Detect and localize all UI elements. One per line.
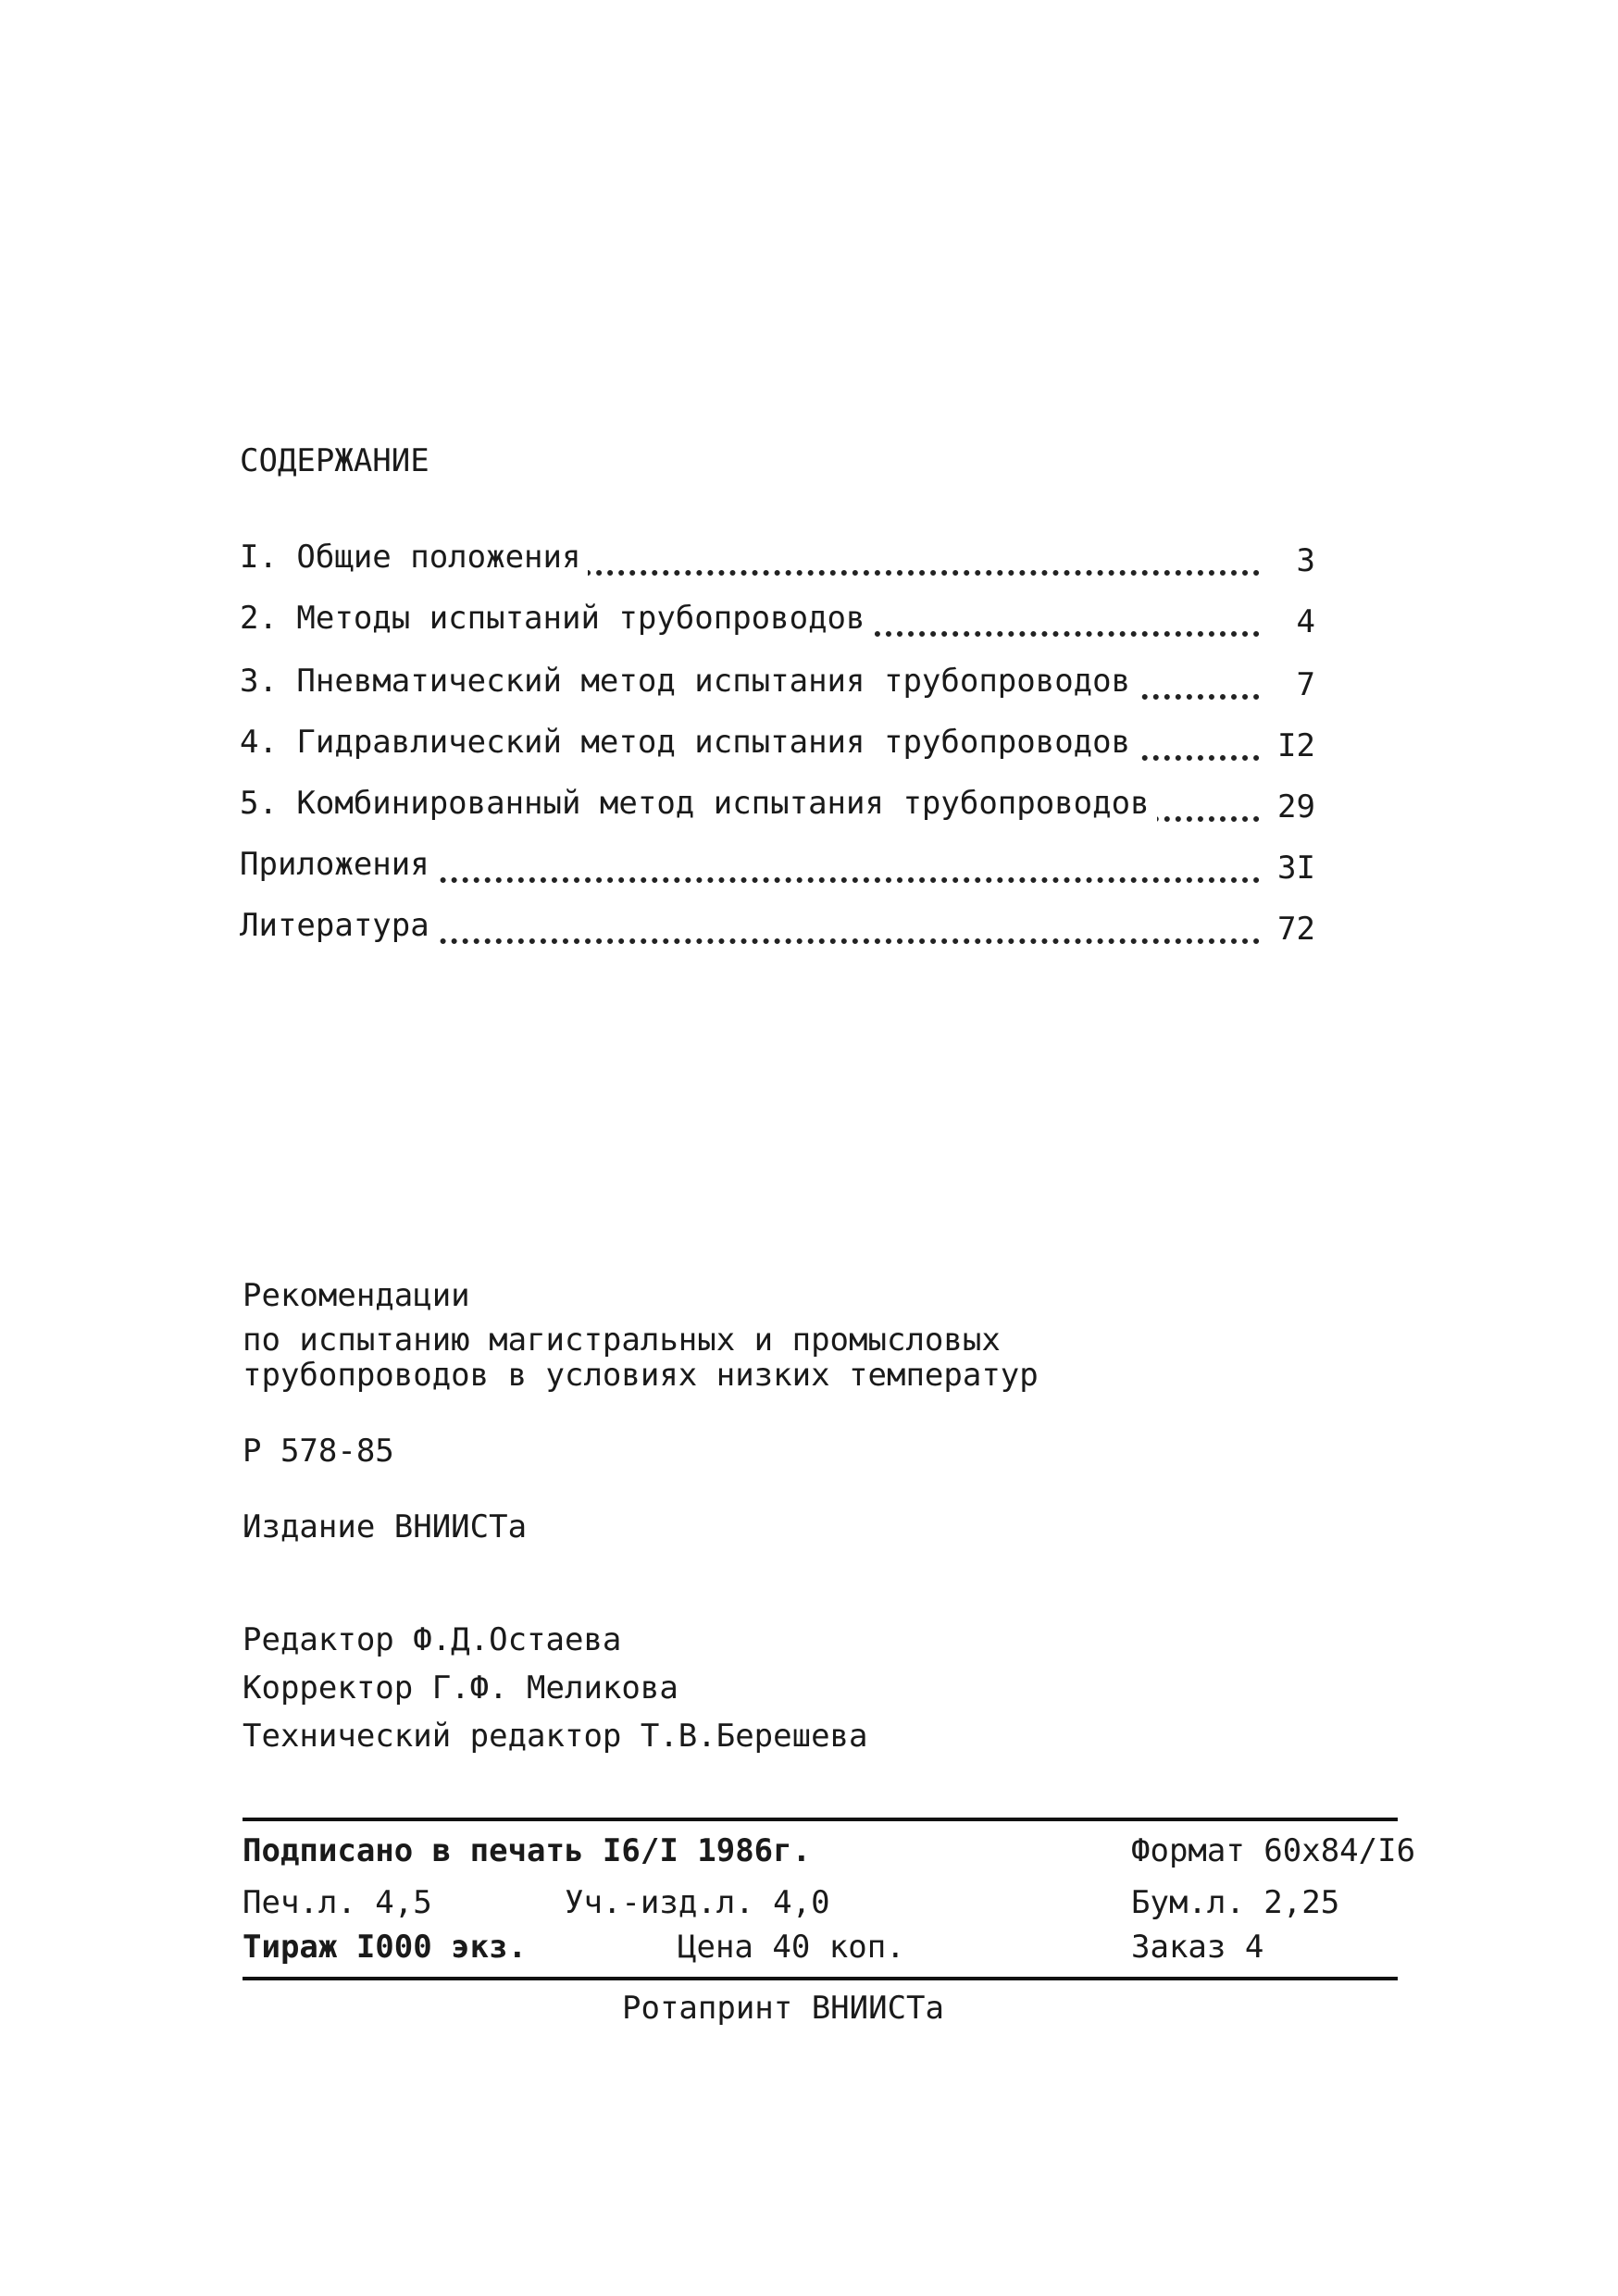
print-run: Тираж I000 экз. bbox=[243, 1929, 528, 1966]
corrector: Корректор Г.Ф. Меликова bbox=[243, 1669, 678, 1706]
toc-item-page: 29 bbox=[1277, 788, 1315, 825]
toc-item bbox=[240, 663, 1315, 707]
doc-title-line-2: трубопроводов в условиях низких температур bbox=[243, 1357, 1039, 1394]
toc-item bbox=[240, 539, 1315, 583]
toc-item-label: 3. Пневматический метод испытания трубопроводов bbox=[240, 663, 1138, 700]
divider-bottom bbox=[243, 1977, 1398, 1980]
toc-item bbox=[240, 724, 1315, 768]
doc-title-line-1: по испытанию магистральных и промысловых bbox=[243, 1322, 1001, 1359]
toc-item-page: I2 bbox=[1277, 727, 1315, 764]
toc-item-label: 4. Гидравлический метод испытания трубопроводов bbox=[240, 724, 1138, 761]
signed-to-print: Подписано в печать I6/I 1986г. bbox=[243, 1832, 812, 1869]
toc-item bbox=[240, 785, 1315, 829]
toc-item-page: 7 bbox=[1296, 666, 1315, 703]
format: Формат 60х84/I6 bbox=[1131, 1832, 1416, 1869]
price: Цена 40 коп. bbox=[678, 1929, 905, 1966]
toc-item-label: Литература bbox=[240, 907, 437, 944]
toc-item-page: 4 bbox=[1296, 603, 1315, 640]
paper-sheets: Бум.л. 2,25 bbox=[1131, 1884, 1340, 1921]
divider-top bbox=[243, 1818, 1398, 1821]
toc-title: СОДЕРЖАНИЕ bbox=[240, 442, 429, 479]
doc-type: Рекомендации bbox=[243, 1277, 470, 1314]
toc-item-page: 3 bbox=[1296, 542, 1315, 579]
toc-item-label: 5. Комбинированный метод испытания трубопроводов bbox=[240, 785, 1157, 822]
toc-item bbox=[240, 846, 1315, 890]
toc-item bbox=[240, 907, 1315, 951]
edition: Издание ВНИИСТа bbox=[243, 1508, 528, 1545]
toc-item-page: 3I bbox=[1277, 850, 1315, 887]
print-sheets: Печ.л. 4,5 bbox=[243, 1884, 432, 1921]
editor: Редактор Ф.Д.Остаева bbox=[243, 1621, 622, 1658]
order-number: Заказ 4 bbox=[1131, 1929, 1264, 1966]
toc-item-label: I. Общие положения bbox=[240, 539, 588, 576]
toc-item-label: 2. Методы испытаний трубопроводов bbox=[240, 600, 873, 637]
toc-item-label: Приложения bbox=[240, 846, 437, 883]
tech-editor: Технический редактор Т.В.Берешева bbox=[243, 1718, 868, 1755]
toc-item bbox=[240, 600, 1315, 644]
printer: Ротапринт ВНИИСТа bbox=[622, 1990, 944, 2027]
toc-item-page: 72 bbox=[1277, 911, 1315, 948]
publishing-sheets: Уч.-изд.л. 4,0 bbox=[565, 1884, 830, 1921]
doc-code: Р 578-85 bbox=[243, 1433, 394, 1470]
